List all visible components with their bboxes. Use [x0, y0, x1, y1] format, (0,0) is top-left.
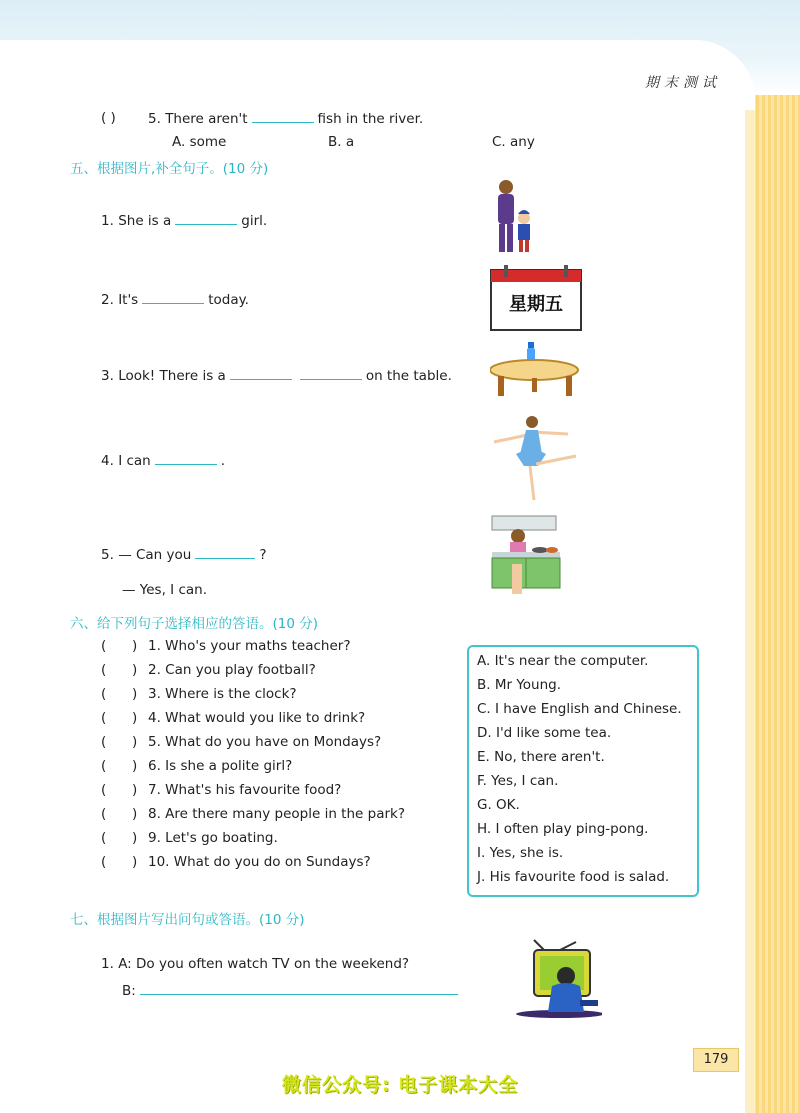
answer-paren[interactable]: ( ): [101, 782, 138, 798]
answer-option: F. Yes, I can.: [477, 773, 559, 789]
question-item: 1. Who's your maths teacher?: [148, 638, 351, 654]
s5-item-4: [101, 450, 225, 470]
question-item: 9. Let's go boating.: [148, 830, 278, 846]
item-number: 1.: [101, 956, 114, 972]
table-bottle-picture: [490, 340, 582, 408]
item-text: I can: [118, 453, 151, 469]
item-text: She is a: [118, 213, 172, 229]
item-number: 4.: [101, 453, 114, 469]
option-b: B. a: [328, 134, 355, 150]
dancing-girl-picture: [490, 414, 580, 504]
answer-option: A. It's near the computer.: [477, 653, 649, 669]
answer-paren[interactable]: ( ): [101, 806, 138, 822]
question-item: 8. Are there many people in the park?: [148, 806, 405, 822]
question-item: 4. What would you like to drink?: [148, 710, 366, 726]
page-edge: [750, 95, 800, 1113]
item-text: Look! There is a: [118, 368, 226, 384]
answer-option: B. Mr Young.: [477, 677, 562, 693]
mother-child-picture: [488, 178, 536, 258]
s5-item-5-reply: — Yes, I can.: [122, 582, 207, 598]
s5-item-2: [101, 289, 249, 309]
s7-item-1-line-b: [122, 980, 462, 1000]
answer-option: E. No, there aren't.: [477, 749, 605, 765]
item-text: It's: [118, 292, 139, 308]
answer-paren[interactable]: ( ): [101, 758, 138, 774]
answer-option: C. I have English and Chinese.: [477, 701, 682, 717]
s5-item-5: [101, 544, 267, 564]
answer-paren[interactable]: ( ): [101, 830, 138, 846]
boy-watching-tv-picture: [514, 938, 602, 1018]
answer-paren[interactable]: ( ): [101, 686, 138, 702]
girl-cooking-picture: [490, 508, 564, 598]
item-number: 3.: [101, 368, 114, 384]
question-number: 5.: [148, 111, 161, 127]
answer-paren[interactable]: ( ): [101, 710, 138, 726]
answer-option: H. I often play ping-pong.: [477, 821, 649, 837]
answer-paren[interactable]: ( ): [101, 638, 138, 654]
question-item: 2. Can you play football?: [148, 662, 316, 678]
item-number: 2.: [101, 292, 114, 308]
answer-paren[interactable]: ( ): [101, 734, 138, 750]
answer-paren[interactable]: ( ): [101, 662, 138, 678]
option-a: A. some: [172, 134, 227, 150]
answer-blank[interactable]: [230, 365, 292, 380]
page-sheet: [0, 40, 755, 1113]
answer-blank[interactable]: [155, 450, 217, 465]
answer-option: D. I'd like some tea.: [477, 725, 612, 741]
question-text-after: fish in the river.: [317, 111, 424, 127]
answer-blank[interactable]: [142, 289, 204, 304]
watermark-footer: 微信公众号: 电子课本大全: [281, 1074, 519, 1096]
section-7-title: 七、根据图片写出问句或答语。(10 分): [70, 912, 305, 928]
calendar-day-text: 星期五: [509, 294, 563, 315]
item-number: 5.: [101, 547, 114, 563]
question-q5: [148, 108, 423, 128]
s5-item-1: [101, 210, 267, 230]
question-item: 10. What do you do on Sundays?: [148, 854, 371, 870]
item-text: girl.: [241, 213, 268, 229]
question-item: 3. Where is the clock?: [148, 686, 297, 702]
answer-paren: ( ): [101, 110, 116, 126]
section-6-title: 六、给下列句子选择相应的答语。(10 分): [70, 616, 319, 632]
option-c: C. any: [492, 134, 535, 150]
dialog-line-a: A: Do you often watch TV on the weekend?: [118, 956, 410, 972]
answer-line[interactable]: [140, 980, 458, 995]
answer-option: I. Yes, she is.: [477, 845, 564, 861]
item-text: ?: [259, 547, 267, 563]
answer-option: J. His favourite food is salad.: [477, 869, 670, 885]
item-text: — Can you: [118, 547, 192, 563]
dialog-line-b: B:: [122, 983, 136, 999]
answer-blank[interactable]: [175, 210, 237, 225]
s7-item-1-line-a: [101, 955, 409, 973]
s5-item-3: [101, 365, 452, 385]
answer-option: G. OK.: [477, 797, 520, 813]
section-5-title: 五、根据图片,补全句子。(10 分): [70, 161, 269, 177]
page-number: 179: [693, 1048, 739, 1072]
answer-paren[interactable]: ( ): [101, 854, 138, 870]
question-item: 5. What do you have on Mondays?: [148, 734, 382, 750]
item-text: on the table.: [365, 368, 452, 384]
question-item: 7. What's his favourite food?: [148, 782, 342, 798]
item-number: 1.: [101, 213, 114, 229]
answer-blank[interactable]: [195, 544, 255, 559]
item-text: .: [220, 453, 226, 469]
answer-options-box: [467, 645, 699, 897]
answer-blank[interactable]: [300, 365, 362, 380]
question-item: 6. Is she a polite girl?: [148, 758, 293, 774]
page-header: 期末测试: [645, 75, 721, 91]
answer-blank[interactable]: [252, 108, 314, 123]
calendar-picture: [490, 264, 582, 332]
item-text: today.: [208, 292, 249, 308]
page-edge-inner: [745, 110, 755, 1113]
question-text-before: There aren't: [165, 111, 248, 127]
